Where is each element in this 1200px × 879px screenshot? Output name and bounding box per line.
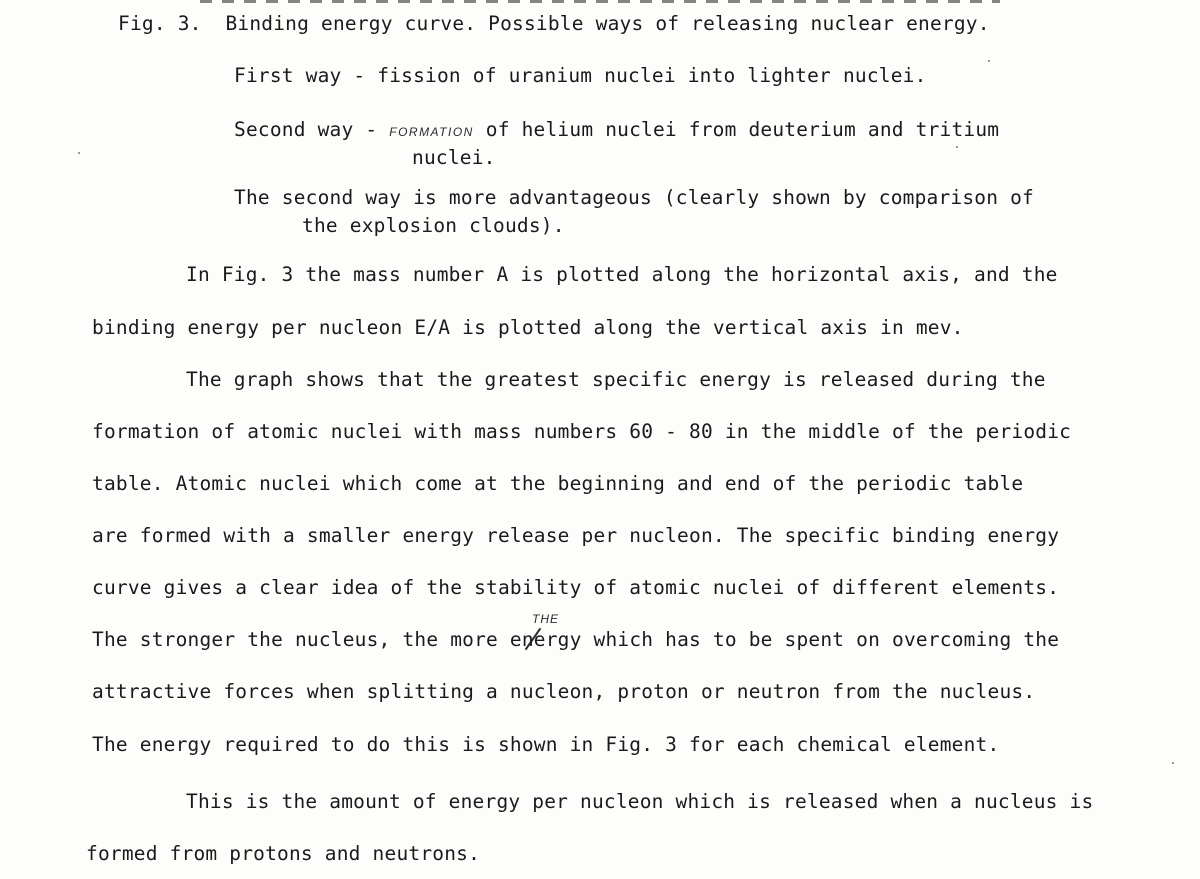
body-line-part: The stronger the nucleus, the more (92, 628, 498, 651)
caption-line (118, 14, 990, 34)
scan-speck (78, 152, 80, 154)
body-line: In Fig. 3 the mass number A is plotted along the horizontal axis, and the (186, 263, 1058, 286)
caption-advantage: The second way is more advantageous (clearly shown by comparison of (234, 186, 1034, 209)
body-line: The energy required to do this is shown in Fig. 3 for each chemical element. (92, 733, 1000, 756)
caption-advantage-cont: the explosion clouds). (302, 214, 565, 237)
second-way-prefix: Second way - (234, 118, 378, 141)
scan-speck (1172, 762, 1174, 764)
second-way-rest: of helium nuclei from deuterium and tritium (485, 118, 1000, 141)
scan-speck (988, 60, 990, 62)
body-line (92, 630, 1059, 650)
caption-first-way: First way - fission of uranium nuclei into lighter nuclei. (234, 64, 927, 87)
body-line: The graph shows that the greatest specific energy is released during the (186, 368, 1046, 391)
body-line: are formed with a smaller energy release per nucleon. The specific binding energy (92, 524, 1060, 547)
body-line: curve gives a clear idea of the stability of atomic nuclei of different elements. (92, 576, 1060, 599)
handwritten-insertion: THE (532, 612, 559, 626)
body-line: attractive forces when splitting a nucleon, proton or neutron from the nucleus. (92, 680, 1036, 703)
caption-second-way (234, 120, 999, 140)
handwritten-annotation: FORMATION (389, 125, 474, 139)
body-line: binding energy per nucleon E/A is plotted along the vertical axis in mev. (92, 316, 964, 339)
figure-title: Binding energy curve. Possible ways of releasing nuclear energy. (225, 12, 990, 35)
body-line: formation of atomic nuclei with mass numbers 60 - 80 in the middle of the periodic (92, 420, 1072, 443)
body-line: formed from protons and neutrons. (86, 842, 481, 865)
scan-speck (956, 146, 958, 148)
caption-second-way-cont: nuclei. (412, 146, 496, 169)
figure-label: Fig. 3. (118, 12, 202, 35)
body-line-part: energy which has to be spent on overcoming the (509, 628, 1060, 651)
cropped-top-text (200, 0, 1000, 3)
body-line: This is the amount of energy per nucleon which is released when a nucleus is (186, 790, 1094, 813)
body-line: table. Atomic nuclei which come at the beginning and end of the periodic table (92, 472, 1024, 495)
